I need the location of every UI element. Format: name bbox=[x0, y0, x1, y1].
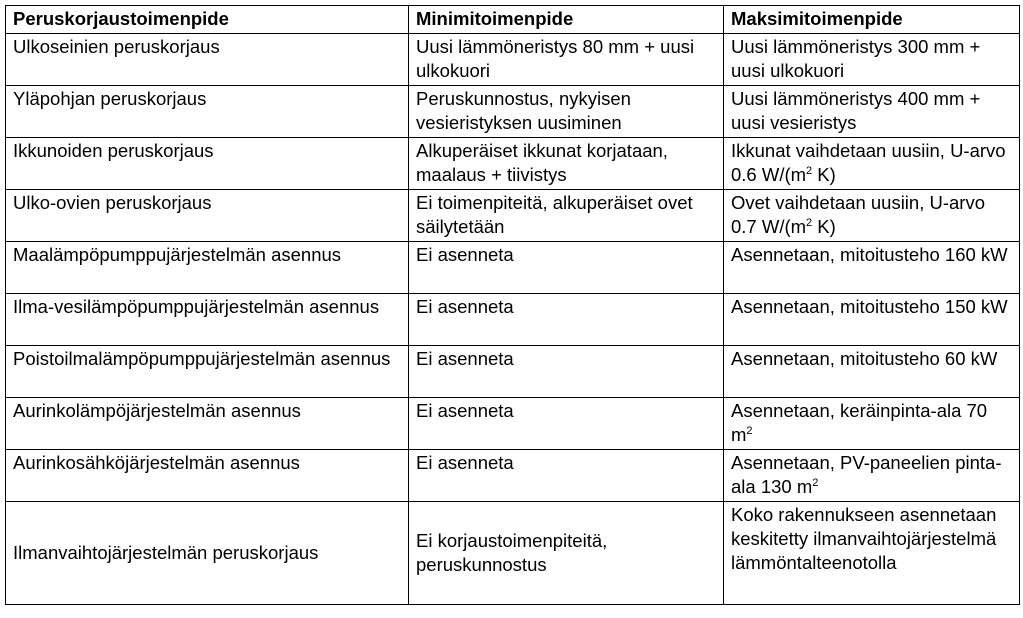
cell-measure: Ulko-ovien peruskorjaus bbox=[6, 190, 409, 242]
header-measure: Peruskorjaustoimenpide bbox=[6, 6, 409, 34]
table-row bbox=[6, 398, 1020, 450]
cell-maximum bbox=[724, 450, 1020, 502]
superscript: 2 bbox=[746, 425, 753, 437]
header-minimum: Minimitoimenpide bbox=[409, 6, 724, 34]
cell-minimum: Ei asenneta bbox=[409, 398, 724, 450]
cell-minimum: Uusi lämmöneristys 80 mm + uusi ulkokuori bbox=[409, 34, 724, 86]
table-header-row bbox=[6, 6, 1020, 34]
cell-measure: Ulkoseinien peruskorjaus bbox=[6, 34, 409, 86]
cell-minimum: Ei asenneta bbox=[409, 294, 724, 346]
table-row bbox=[6, 346, 1020, 398]
cell-measure: Maalämpöpumppujärjestelmän asennus bbox=[6, 242, 409, 294]
table-row bbox=[6, 190, 1020, 242]
cell-maximum-text-end: K) bbox=[812, 164, 836, 185]
cell-measure: Ilmanvaihtojärjestelmän peruskorjaus bbox=[6, 502, 409, 605]
cell-maximum-text: Ikkunat vaihdetaan uusiin, U-arvo 0.6 W/(m bbox=[731, 140, 1006, 185]
table-row bbox=[6, 502, 1020, 605]
cell-minimum: Ei korjaustoimenpiteitä, peruskunnostus bbox=[409, 502, 724, 605]
cell-minimum: Peruskunnostus, nykyisen vesieristyksen uusiminen bbox=[409, 86, 724, 138]
cell-maximum: Uusi lämmöneristys 400 mm + uusi vesieristys bbox=[724, 86, 1020, 138]
table-row bbox=[6, 34, 1020, 86]
cell-measure: Yläpohjan peruskorjaus bbox=[6, 86, 409, 138]
cell-maximum: Koko rakennukseen asennetaan keskitetty ilmanvaihtojärjestelmä lämmöntalteenotolla bbox=[724, 502, 1020, 605]
superscript: 2 bbox=[806, 217, 813, 229]
table-row bbox=[6, 86, 1020, 138]
cell-measure: Poistoilmalämpöpumppujärjestelmän asennus bbox=[6, 346, 409, 398]
table-row bbox=[6, 138, 1020, 190]
cell-measure: Ikkunoiden peruskorjaus bbox=[6, 138, 409, 190]
cell-minimum: Ei toimenpiteitä, alkuperäiset ovet säilytetään bbox=[409, 190, 724, 242]
cell-maximum: Uusi lämmöneristys 300 mm + uusi ulkokuori bbox=[724, 34, 1020, 86]
cell-maximum bbox=[724, 190, 1020, 242]
table-row bbox=[6, 294, 1020, 346]
cell-measure: Aurinkolämpöjärjestelmän asennus bbox=[6, 398, 409, 450]
renovation-measures-table bbox=[5, 5, 1020, 605]
superscript: 2 bbox=[806, 165, 813, 177]
cell-maximum: Asennetaan, mitoitusteho 60 kW bbox=[724, 346, 1020, 398]
superscript: 2 bbox=[812, 477, 819, 489]
cell-maximum-text: Asennetaan, PV-paneelien pinta-ala 130 m bbox=[731, 452, 1002, 497]
table-row bbox=[6, 242, 1020, 294]
cell-minimum: Ei asenneta bbox=[409, 450, 724, 502]
cell-measure: Ilma-vesilämpöpumppujärjestelmän asennus bbox=[6, 294, 409, 346]
cell-maximum-text: Ovet vaihdetaan uusiin, U-arvo 0.7 W/(m bbox=[731, 192, 985, 237]
cell-maximum-text: Asennetaan, keräinpinta-ala 70 m bbox=[731, 400, 988, 445]
cell-minimum: Ei asenneta bbox=[409, 242, 724, 294]
cell-measure: Aurinkosähköjärjestelmän asennus bbox=[6, 450, 409, 502]
cell-maximum-text-end: K) bbox=[812, 216, 836, 237]
header-maximum: Maksimitoimenpide bbox=[724, 6, 1020, 34]
table-row bbox=[6, 450, 1020, 502]
cell-minimum: Ei asenneta bbox=[409, 346, 724, 398]
cell-maximum bbox=[724, 398, 1020, 450]
cell-minimum: Alkuperäiset ikkunat korjataan, maalaus + tiivistys bbox=[409, 138, 724, 190]
cell-maximum bbox=[724, 138, 1020, 190]
cell-maximum: Asennetaan, mitoitusteho 150 kW bbox=[724, 294, 1020, 346]
cell-maximum: Asennetaan, mitoitusteho 160 kW bbox=[724, 242, 1020, 294]
